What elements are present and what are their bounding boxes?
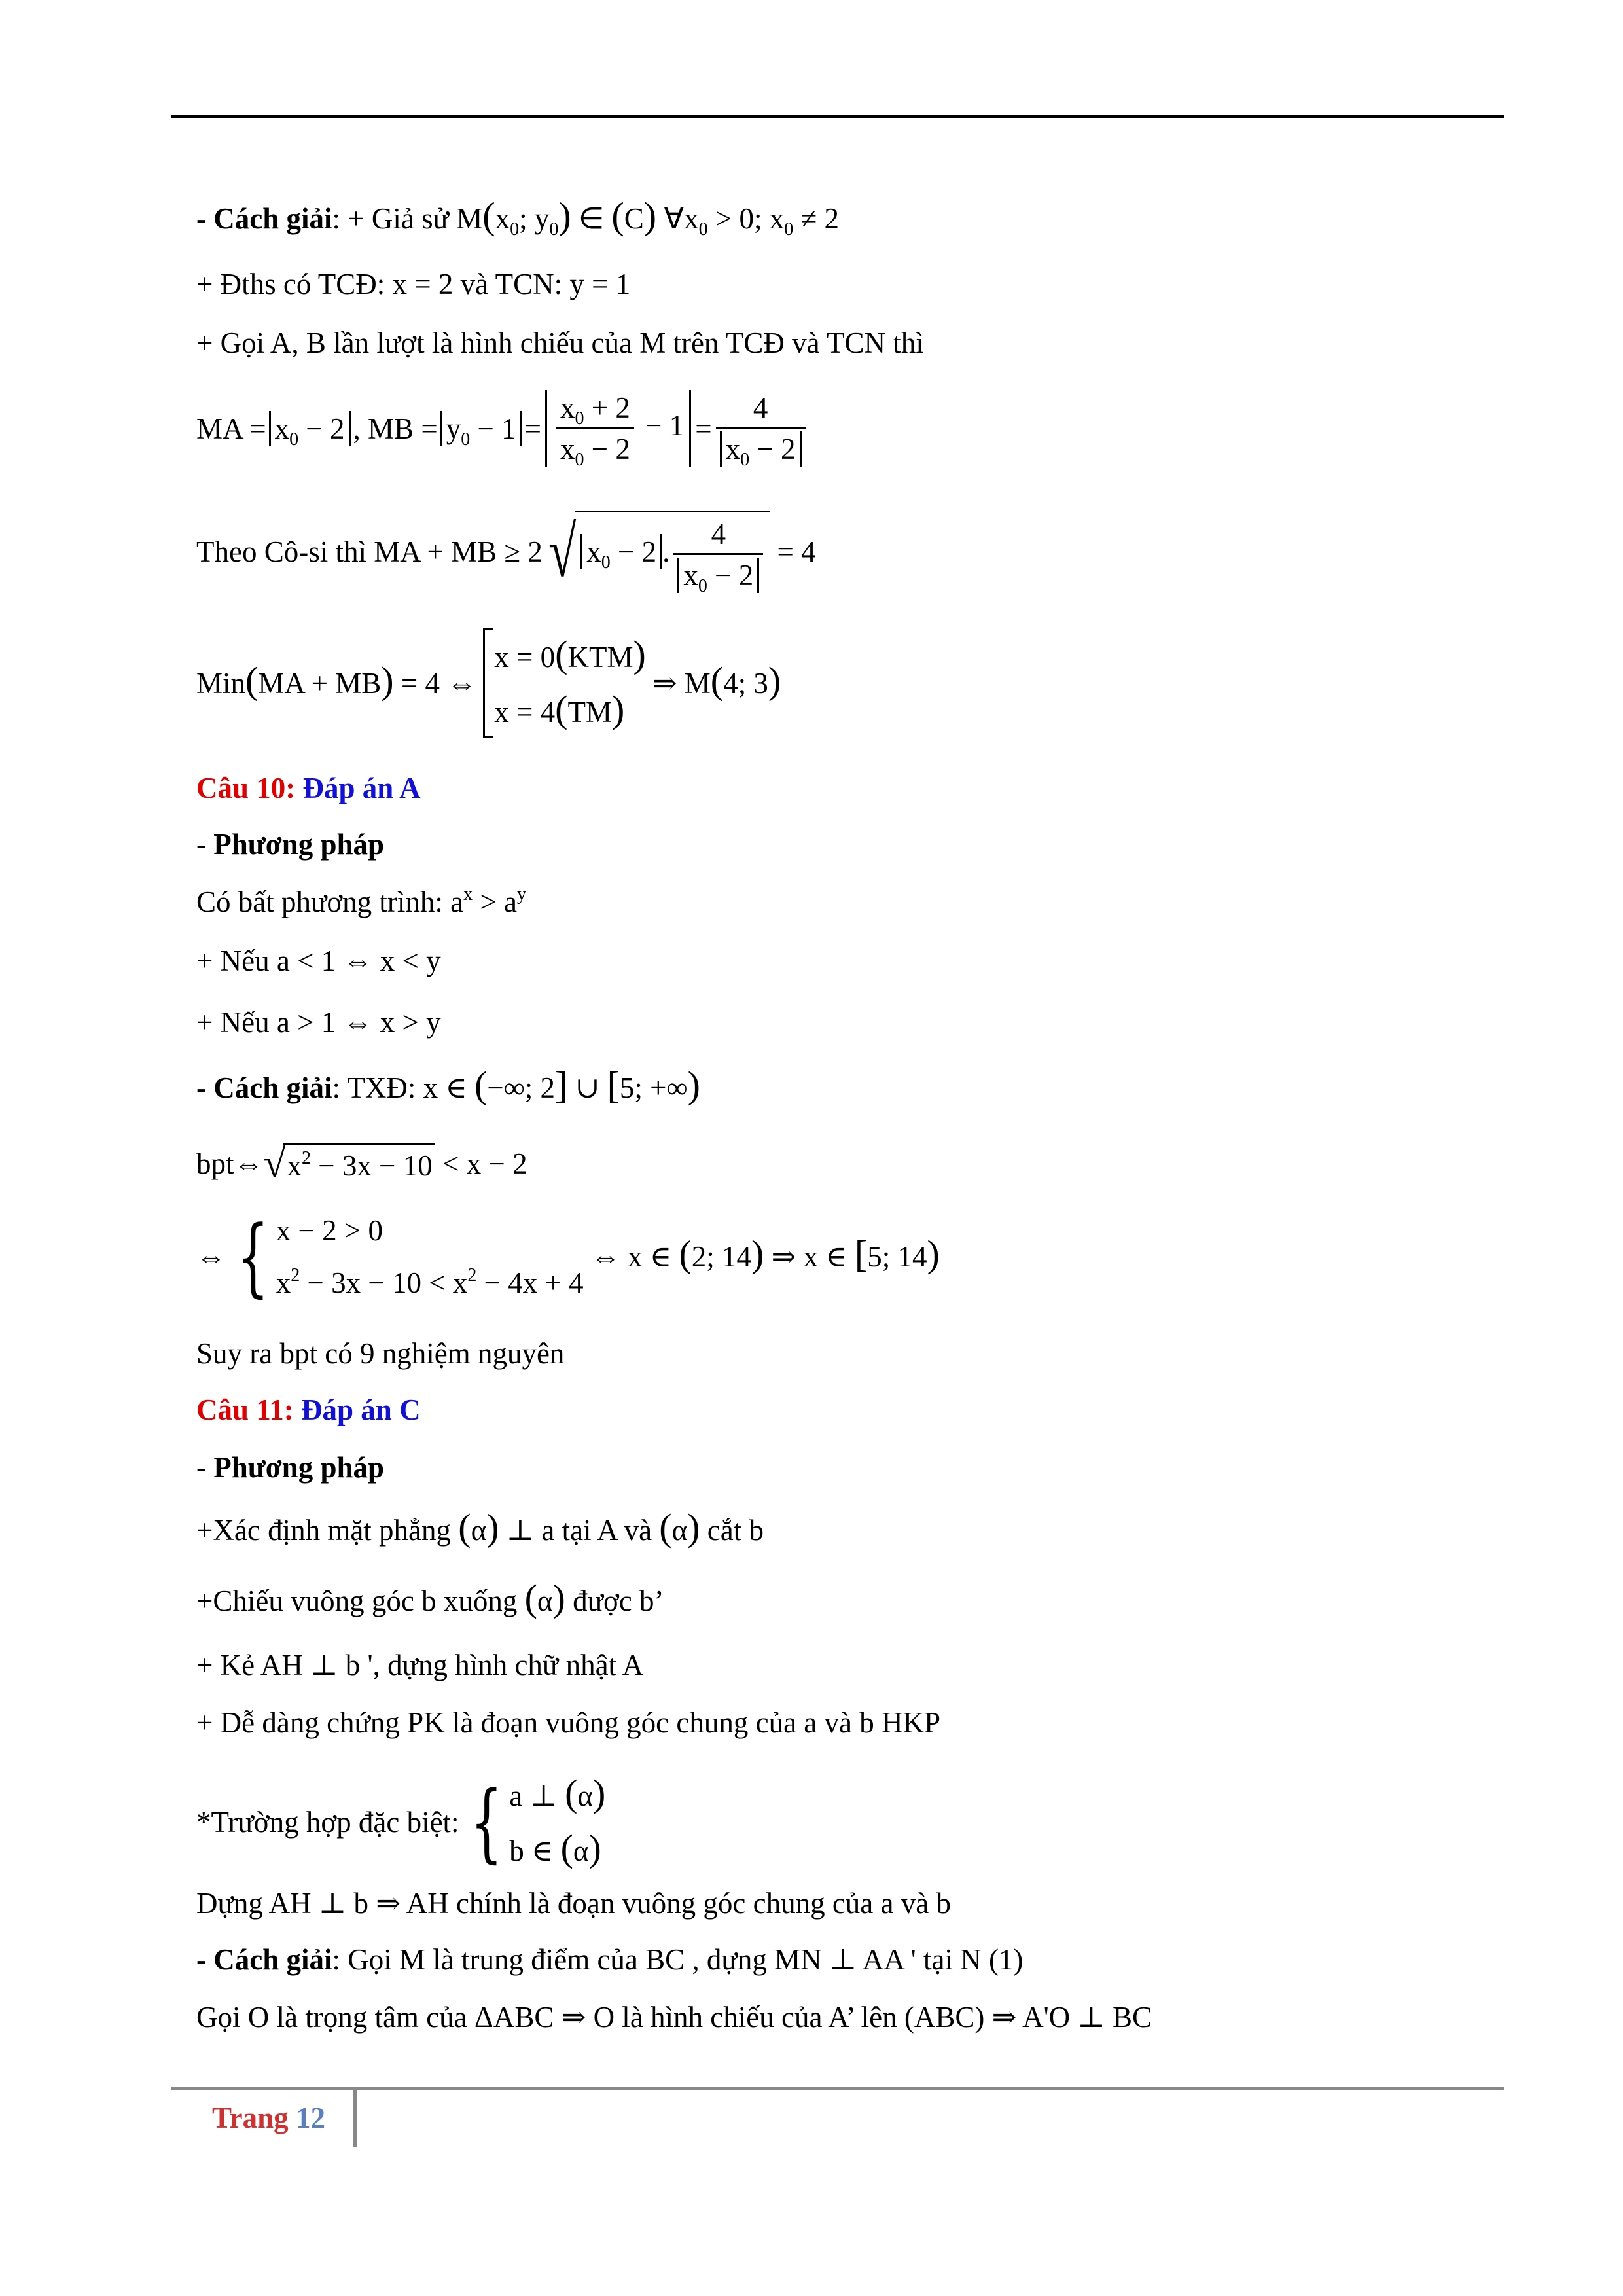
formula-ma-mb: MA = $x_0 - 2$ , MB = $y_0 - 1$ = $\frac{x_0 + 2}{x_0 - 2}$ − 1 = $\frac{4}{x_0 - 2}$ [196, 390, 810, 467]
phuong-phap-11: - Phương pháp [196, 1451, 385, 1484]
line-xac-dinh: +Xác định mặt phẳng (α) ⊥ a tại A và (α) cắt b [196, 1506, 764, 1549]
formula-bpt-sqrt: bpt ⇔ √ $x^2 - 3x - 10$ < x − 2 [196, 1141, 527, 1186]
formula-special-case: *Trường hợp đặc biệt: { a ⊥ (α) b ∈ (α) [196, 1772, 606, 1872]
footer-rule [171, 2087, 1504, 2090]
page-number: Trang 12 [212, 2102, 325, 2134]
line-dung: Dựng AH ⊥ b ⇒ AH chính là đoạn vuông góc chung của a và b [196, 1887, 951, 1920]
line-txd: - Cách giải: TXĐ: x ∈ (−∞; 2] ∪ [5; +∞) [196, 1064, 700, 1106]
line-ke: + Kẻ AH ⊥ b ', dựng hình chữ nhật A [196, 1649, 644, 1681]
line-cach-giai-11: - Cách giải: Gọi M là trung điểm của BC , dựng MN ⊥ AA ' tại N (1) [196, 1943, 1024, 1976]
line-dths: + Đths có TCĐ: x = 2 và TCN: y = 1 [196, 268, 631, 300]
line-bpt-intro: Có bất phương trình: $a^x > a^y$ [196, 884, 527, 918]
question-11-heading: Câu 11: Đáp án C [196, 1393, 421, 1426]
formula-cosi: Theo Cô-si thì MA + MB ≥ 2 √ $x_0 - 2$ . $\frac{4}{x_0 - 2}$ = 4 [196, 512, 816, 596]
line-neu-2: + Nếu a > 1 ⇔ x > y [196, 1006, 441, 1039]
line-chieu: +Chiếu vuông góc b xuống (α) được b’ [196, 1577, 664, 1619]
formula-min: Min(MA + MB) = 4 ⇔ x = 0(KTM) x = 4(TM) ⇒ M(4; 3) [196, 628, 781, 738]
line-neu-1: + Nếu a < 1 ⇔ x < y [196, 944, 441, 977]
line-cach-giai-1: - Cách giải: + Giả sử $M(x_0$; $y_0$) ∈ (C) $\forall x_0 > 0$; $x_0 \ne 2$ [196, 194, 839, 240]
footer-divider [353, 2090, 357, 2147]
formula-m-in-c: $M(x_0$; $y_0$) ∈ (C) $\forall x_0 > 0$; $x_0 \ne 2$ [456, 194, 839, 240]
line-goi-o: Gọi O là trọng tâm của ΔABC ⇒ O là hình chiếu của A’ lên (ABC) ⇒ A'O ⊥ BC [196, 2001, 1152, 2034]
line-de-dang: + Dễ dàng chứng PK là đoạn vuông góc chung của a và b HKP [196, 1706, 941, 1739]
phuong-phap-10: - Phương pháp [196, 828, 385, 861]
question-10-heading: Câu 10: Đáp án A [196, 772, 421, 804]
header-rule [171, 115, 1504, 118]
line-goi-ab: + Gọi A, B lần lượt là hình chiếu của M trên TCĐ và TCN thì [196, 327, 924, 359]
line-suy-ra: Suy ra bpt có 9 nghiệm nguyên [196, 1337, 565, 1370]
cach-giai-label: - Cách giải [196, 202, 332, 235]
formula-system-10: ⇔ { x − 2 > 0 $x^2 - 3x - 10 < x^2 - 4x + 4$ ⇔ x ∈ (2; 14) ⇒ x ∈ [5; 14) [196, 1207, 940, 1306]
